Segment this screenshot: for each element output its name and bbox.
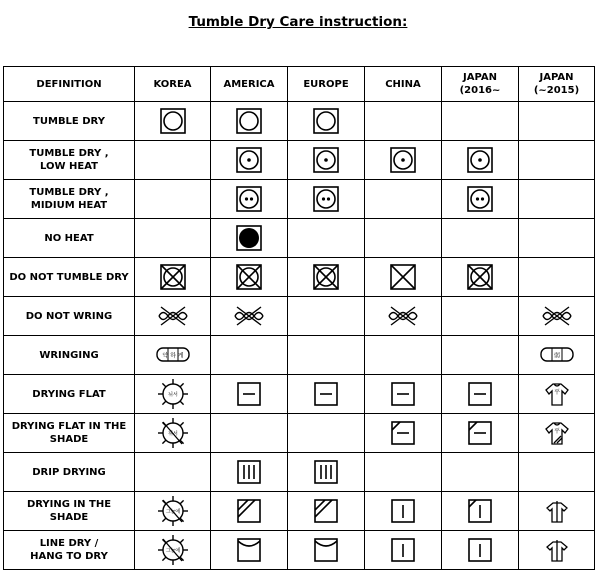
column-header [288, 67, 365, 102]
symbol-cell [442, 180, 519, 219]
line-dry-icon [235, 536, 263, 564]
column-header-text: (~2015) [533, 85, 580, 96]
line-vert-icon [466, 536, 494, 564]
symbol-cell [211, 414, 288, 453]
symbol-cell [288, 102, 365, 141]
flat-shade-icon [389, 419, 417, 447]
symbol-cell [211, 531, 288, 570]
column-header-text: EUROPE [303, 78, 349, 90]
symbol-cell [519, 492, 595, 531]
flat-icon [466, 380, 494, 408]
definition-text: DRIP DRYING [32, 466, 106, 478]
sun-symbol-text: 그늘에 [165, 509, 180, 515]
definition-text: MIDIUM HEAT [30, 200, 108, 211]
tumble-low-icon [312, 146, 340, 174]
symbol-cell [135, 219, 211, 258]
table-row [4, 102, 595, 141]
sun-flat-icon [156, 377, 190, 411]
symbol-cell [288, 492, 365, 531]
column-header [442, 67, 519, 102]
definition-text: DRYING FLAT IN THE [11, 421, 127, 432]
no-wring-icon [541, 305, 573, 327]
table-row [4, 336, 595, 375]
drip-icon [312, 458, 340, 486]
symbol-cell [288, 258, 365, 297]
definition-text: SHADE [49, 512, 89, 523]
definition-text: LOW HEAT [39, 161, 98, 172]
sun-symbol-text: 그늘에 [165, 548, 180, 554]
wring-japan-text: 弱 [553, 352, 560, 360]
line-vert-shade-icon [466, 497, 494, 525]
definition-text: SHADE [49, 434, 89, 445]
symbol-cell [365, 219, 442, 258]
column-header-text: JAPAN [463, 72, 497, 83]
symbol-cell [519, 453, 595, 492]
sun-symbol-text: 뉘서 [167, 431, 178, 437]
symbol-cell [365, 492, 442, 531]
definition-text: DRYING FLAT [32, 388, 106, 400]
symbol-cell [135, 336, 211, 375]
definition-text: TUMBLE DRY [33, 115, 105, 127]
table-row [4, 414, 595, 453]
table-row [4, 531, 595, 570]
flat-icon [389, 380, 417, 408]
column-header-text: CHINA [385, 78, 421, 90]
symbol-cell [365, 180, 442, 219]
drip-icon [235, 458, 263, 486]
shirt-symbol-text: 平 [553, 428, 560, 435]
symbol-cell [135, 453, 211, 492]
no-tumble-icon [312, 263, 340, 291]
wring-korean-icon [156, 346, 190, 364]
shade-icon [235, 497, 263, 525]
definition-text: LINE DRY / [39, 538, 99, 549]
symbol-cell [211, 492, 288, 531]
column-header [365, 67, 442, 102]
table-row [4, 219, 595, 258]
symbol-cell [288, 219, 365, 258]
symbol-cell [288, 375, 365, 414]
table-row [4, 453, 595, 492]
symbol-cell [288, 453, 365, 492]
symbol-cell [442, 219, 519, 258]
column-header-text: (2016~ [459, 85, 501, 96]
symbol-cell [211, 375, 288, 414]
sun-shade-icon [156, 494, 190, 528]
symbol-cell [135, 297, 211, 336]
definition-cell [4, 375, 135, 414]
definition-text: NO HEAT [44, 232, 94, 244]
definition-cell [4, 453, 135, 492]
symbol-cell [365, 531, 442, 570]
symbol-cell [442, 258, 519, 297]
line-vert-icon [389, 536, 417, 564]
definition-text: DO NOT TUMBLE DRY [9, 271, 129, 283]
symbol-cell [365, 336, 442, 375]
symbol-cell [288, 336, 365, 375]
no-heat-icon [235, 224, 263, 252]
symbol-cell [211, 180, 288, 219]
symbol-cell [288, 297, 365, 336]
tumble-medium-icon [235, 185, 263, 213]
symbol-cell [365, 453, 442, 492]
symbol-cell [519, 180, 595, 219]
no-tumble-icon [235, 263, 263, 291]
definition-text: WRINGING [39, 349, 99, 361]
symbol-cell [135, 492, 211, 531]
symbol-cell [135, 180, 211, 219]
symbol-cell [211, 141, 288, 180]
flat-icon [312, 380, 340, 408]
column-header-text: DEFINITION [36, 78, 102, 90]
symbol-cell [442, 414, 519, 453]
tumble-low-icon [235, 146, 263, 174]
symbol-cell [519, 258, 595, 297]
definition-text: DO NOT WRING [25, 310, 113, 322]
definition-cell [4, 258, 135, 297]
symbol-cell [135, 531, 211, 570]
symbol-cell [365, 414, 442, 453]
symbol-cell [288, 141, 365, 180]
symbol-cell [288, 180, 365, 219]
symbol-cell [211, 336, 288, 375]
symbol-cell [519, 375, 595, 414]
symbol-cell [519, 102, 595, 141]
shirt-symbol-text: 平 [553, 389, 560, 396]
tumble-medium-icon [466, 185, 494, 213]
shirt-flat-icon [543, 380, 571, 408]
sun-symbol-text: 뉘서 [167, 392, 178, 398]
no-wring-icon [233, 305, 265, 327]
definition-cell [4, 336, 135, 375]
sun-flat-shade-icon [156, 416, 190, 450]
column-header [519, 67, 595, 102]
tumble-low-icon [466, 146, 494, 174]
no-wring-icon [157, 305, 189, 327]
line-dry-icon [312, 536, 340, 564]
table-body [4, 102, 595, 570]
table-row [4, 375, 595, 414]
symbol-cell [442, 141, 519, 180]
table-row [4, 141, 595, 180]
no-tumble-icon [466, 263, 494, 291]
symbol-cell [365, 141, 442, 180]
definition-text: TUMBLE DRY , [29, 148, 109, 159]
shirt-hang-icon [543, 536, 571, 564]
flat-icon [235, 380, 263, 408]
table-row [4, 258, 595, 297]
no-tumble-icon [159, 263, 187, 291]
definition-cell [4, 414, 135, 453]
symbol-cell [442, 453, 519, 492]
definition-cell [4, 531, 135, 570]
symbol-cell [365, 258, 442, 297]
shade-icon [312, 497, 340, 525]
symbol-cell [211, 453, 288, 492]
line-vert-icon [389, 497, 417, 525]
table-row [4, 297, 595, 336]
symbol-cell [365, 297, 442, 336]
table-row [4, 492, 595, 531]
definition-cell [4, 492, 135, 531]
symbol-cell [288, 531, 365, 570]
symbol-cell [519, 297, 595, 336]
symbol-cell [211, 258, 288, 297]
column-header [4, 67, 135, 102]
symbol-cell [288, 414, 365, 453]
symbol-cell [519, 219, 595, 258]
header-row [4, 67, 595, 102]
symbol-cell [365, 102, 442, 141]
wring-korean-text: 약 하 게 [161, 352, 184, 360]
shirt-hang-icon [543, 497, 571, 525]
symbol-cell [211, 297, 288, 336]
definition-cell [4, 297, 135, 336]
symbol-cell [135, 141, 211, 180]
symbol-cell [135, 258, 211, 297]
tumble-low-icon [389, 146, 417, 174]
table-row [4, 180, 595, 219]
symbol-cell [442, 375, 519, 414]
definition-text: HANG TO DRY [30, 551, 108, 562]
definition-cell [4, 219, 135, 258]
symbol-cell [442, 492, 519, 531]
definition-cell [4, 141, 135, 180]
column-header-text: KOREA [153, 78, 192, 90]
column-header [135, 67, 211, 102]
shirt-flat-shade-icon [543, 419, 571, 447]
tumble-dry-icon [312, 107, 340, 135]
symbol-cell [519, 141, 595, 180]
symbol-cell [211, 219, 288, 258]
definition-text: DRYING IN THE [26, 499, 112, 510]
no-wring-icon [387, 305, 419, 327]
symbol-cell [442, 336, 519, 375]
symbol-cell [519, 531, 595, 570]
definition-cell [4, 180, 135, 219]
care-instruction-table [3, 66, 595, 570]
symbol-cell [442, 531, 519, 570]
symbol-cell [135, 102, 211, 141]
tumble-dry-icon [159, 107, 187, 135]
symbol-cell [519, 336, 595, 375]
column-header-text: AMERICA [223, 78, 275, 90]
symbol-cell [442, 297, 519, 336]
tumble-medium-icon [312, 185, 340, 213]
definition-cell [4, 102, 135, 141]
symbol-cell [135, 414, 211, 453]
symbol-cell [135, 375, 211, 414]
tumble-dry-icon [235, 107, 263, 135]
column-header [211, 67, 288, 102]
page-title: Tumble Dry Care instruction: [188, 14, 408, 30]
column-header-text: JAPAN [539, 72, 574, 83]
sun-shade-icon [156, 533, 190, 567]
definition-text: TUMBLE DRY , [29, 187, 109, 198]
symbol-cell [519, 414, 595, 453]
symbol-cell [442, 102, 519, 141]
no-tumble-plain-icon [389, 263, 417, 291]
symbol-cell [365, 375, 442, 414]
symbol-cell [211, 102, 288, 141]
wring-japan-icon [540, 346, 574, 364]
flat-shade-icon [466, 419, 494, 447]
